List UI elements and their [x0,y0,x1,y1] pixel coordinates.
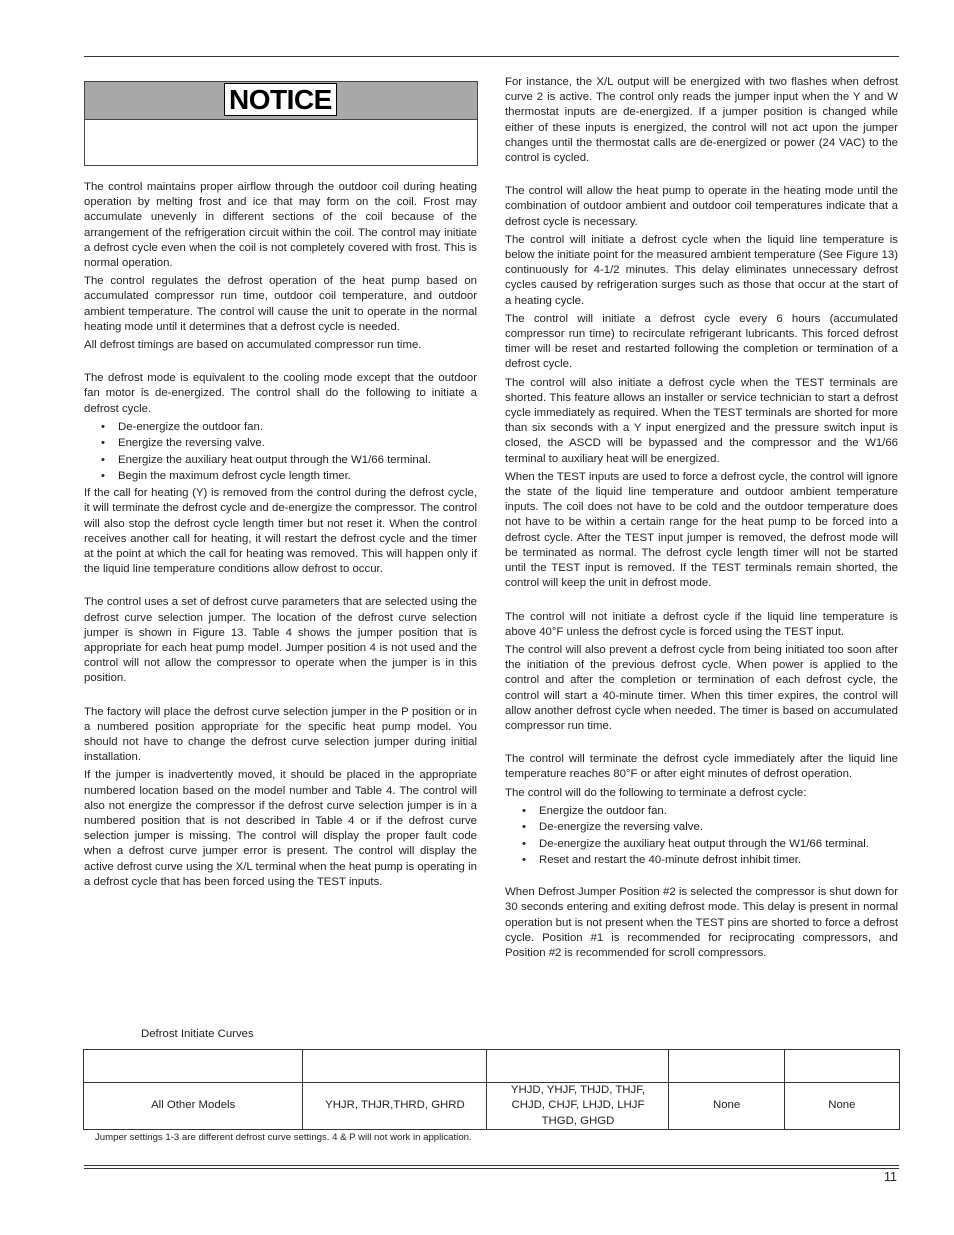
paragraph: The control uses a set of defrost curve parameters that are selected using the defrost curve selection jumper. The location of the defrost curve selection jumper is shown in Figure 13. Table 4 shows the jumper position that is appropriate for each heat pump model. Jumper position 4 is not used and the control will not allow the compressor to operate when the jumper is in this position. [84,596,477,685]
list-item: • Reset and restart the 40-minute defrost inhibit timer. [539,853,898,868]
bottom-rule [84,1165,899,1166]
left-column [84,180,477,893]
table-header-cell [784,1050,899,1083]
paragraph: The control will terminate the defrost cycle immediately after the liquid line temperature reaches 80°F or after eight minutes of defrost operation. [505,753,898,781]
paragraph: If the call for heating (Y) is removed from the control during the defrost cycle, it will terminate the defrost cycle and de-energize the compressor. The control will also stop the defrost cycle length timer but not reset it. When the control receives another call for heating, it will restart the defrost cycle and the timer at the point at which the call for heating was removed. This will happen only if the liquid line temperature conditions allow defrost to occur. [84,487,477,576]
paragraph: The control will initiate a defrost cycle when the liquid line temperature is below the initiate point for the measured ambient temperature (See Figure 13) continuously for 4-1/2 minutes. This delay eliminates unnecessary defrost cycles caused by refrigeration surges such as those that occur at the start of a heating cycle. [505,233,898,307]
paragraph: When the TEST inputs are used to force a defrost cycle, the control will ignore the state of the liquid line temperature and outdoor ambient temperature inputs. The coil does not have to be cold and the outdoor temperature does not have to be within a certain range for the heat pump to be forced into a defrost cycle. After the TEST input jumper is removed, the defrost mode will be terminated as normal. The defrost cycle length timer will not be started until the TEST input is removed. If the TEST terminals remain shorted, the control will keep the unit in defrost mode. [505,470,898,590]
paragraph: The control will do the following to terminate a defrost cycle: [505,786,807,799]
table-cell-line: THGD, GHGD [541,1114,615,1127]
table-caption: Defrost Initiate Curves [141,1028,254,1040]
paragraph: When Defrost Jumper Position #2 is selected the compressor is shut down for 30 seconds entering and exiting defrost mode. This delay is present in normal operation but is not present when the TEST pins are shorted to force a defrost cycle. Position #1 is recommended for reciprocating compressors, and Position #2 is recommended for scroll compressors. [505,886,898,959]
table-cell: None [784,1083,899,1130]
table-cell: All Other Models [84,1083,303,1130]
list-item: • Energize the reversing valve. [118,436,477,451]
paragraph: For instance, the X/L output will be energized with two flashes when defrost curve 2 is active. The control only reads the jumper input when the Y and W thermostat inputs are de-energized. If a jumper position is changed while either of these inputs is energized, the control will not act upon the jumper changes until the thermostat calls are de-energized or power (24 VAC) to the control is cycled. [505,76,898,165]
table-cell-line: CHJD, CHJF, LHJD, LHJF [511,1099,645,1112]
table-row [84,1083,900,1130]
paragraph: The control will also initiate a defrost cycle when the TEST terminals are shorted. This feature allows an installer or service technician to start a defrost cycle immediately as required. When the TEST terminals are shorted for more than six seconds with a Y input energized and the pressure switch input is closed, the ASCD will be bypassed and the compressor and the W1/66 terminal to auxiliary heat will be energized. [505,376,898,465]
paragraph: The control will initiate a defrost cycle every 6 hours (accumulated compressor run time) to recirculate refrigerant lubricants. This forced defrost timer will be reset and restarted following the completion or termination of a defrost cycle. [505,312,898,371]
list-item: • De-energize the outdoor fan. [118,420,477,435]
paragraph: The control maintains proper airflow through the outdoor coil during heating operation by melting frost and ice that may form on the coil. Frost may accumulate unevenly in different sections of the coil because of the arrangement of the refrigeration circuit within the coil. The control may initiate a defrost cycle even when the coil is not completely covered with frost. This is normal operation. [84,181,477,270]
top-rule [84,56,899,57]
paragraph: The defrost mode is equivalent to the cooling mode except that the outdoor fan motor is de-energized. The control shall do the following to initiate a defrost cycle. [84,372,477,415]
notice-box [84,81,478,166]
defrost-initiate-list [84,420,477,484]
table-cell: None [669,1083,784,1130]
table-header-cell [303,1050,487,1083]
paragraph: The control will allow the heat pump to operate in the heating mode until the combination of outdoor ambient and outdoor coil temperatures indicate that a defrost cycle is necessary. [505,185,898,228]
table-footnote: Jumper settings 1-3 are different defrost curve settings. 4 & P will not work in application. [95,1132,472,1143]
paragraph: The control regulates the defrost operation of the heat pump based on accumulated compressor run time, outdoor coil temperature, and outdoor ambient temperature. The control will cause the unit to operate in the normal heating mode until it determines that a defrost cycle is needed. [84,275,477,333]
paragraph: All defrost timings are based on accumulated compressor run time. [84,339,422,352]
list-item: • De-energize the auxiliary heat output through the W1/66 terminal. [539,837,898,852]
paragraph: The factory will place the defrost curve selection jumper in the P position or in a numbered position appropriate for the specific heat pump model. You should not have to change the defrost curve selection jumper during initial installation. [84,705,477,764]
paragraph: If the jumper is inadvertently moved, it should be placed in the appropriate numbered location based on the model number and Table 4. The control will also not energize the compressor if the defrost curve selection jumper is in a numbered position that is not described in Table 4 or if the defrost curve selection jumper is missing. The control will display the proper fault code when a defrost curve jumper error is present. The control will display the active defrost curve using the X/L terminal when the heat pump is operating in a defrost cycle that has been forced using the TEST inputs. [84,769,477,888]
bottom-rule [84,1168,899,1169]
list-item: • De-energize the reversing valve. [539,820,898,835]
table-header-cell [487,1050,669,1083]
right-column [505,75,898,964]
table-cell-line: YHJD, YHJF, THJD, THJF, [510,1084,646,1097]
table-header-cell [84,1050,303,1083]
notice-label: NOTICE [224,83,337,116]
table-header-cell [669,1050,784,1083]
table-cell: YHJR, THJR,THRD, GHRD [303,1083,487,1130]
defrost-curves-table [83,1049,900,1130]
table-header-row [84,1050,900,1083]
paragraph: The control will not initiate a defrost cycle if the liquid line temperature is above 40°F unless the defrost cycle is forced using the TEST input. [505,610,898,638]
notice-header [85,82,477,120]
paragraph: The control will also prevent a defrost cycle from being initiated too soon after the initiation of the previous defrost cycle. When power is applied to the control and after the completion or termination of each defrost cycle, the control will start a 40-minute timer. When this timer expires, the control will allow another defrost cycle when needed. The timer is based on accumulated compressor run time. [505,643,898,732]
list-item: • Begin the maximum defrost cycle length timer. [118,469,477,484]
list-item: • Energize the outdoor fan. [539,804,898,819]
page-number: 11 [884,1170,897,1184]
table-cell [487,1083,669,1130]
list-item: • Energize the auxiliary heat output through the W1/66 terminal. [118,453,477,468]
defrost-terminate-list [505,804,898,868]
